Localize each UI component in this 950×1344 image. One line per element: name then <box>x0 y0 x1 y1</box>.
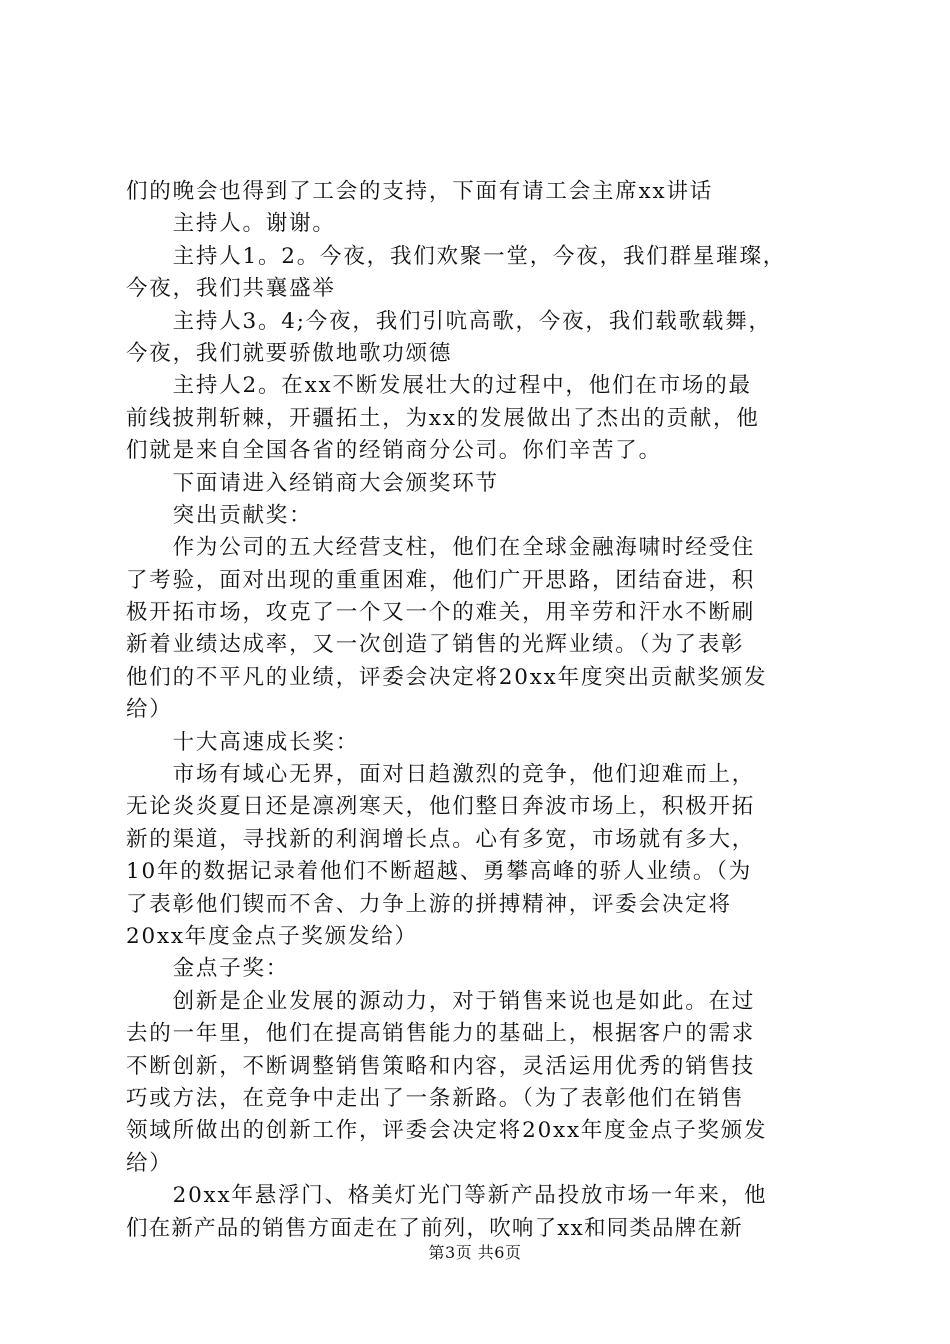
text-line: 巧或方法，在竞争中走出了一条新路。（为了表彰他们在销售 <box>126 1085 745 1111</box>
text-line: 无论炎炎夏日还是凛冽寒天，他们整日奔波市场上，积极开拓 <box>126 794 756 820</box>
text-line: 去的一年里，他们在提高销售能力的基础上，根据客户的需求 <box>126 1021 756 1047</box>
text-line: 今夜，我们就要骄傲地歌功颂德 <box>126 340 453 366</box>
text-line: 前线披荆斩棘，开疆拓土，为xx的发展做出了杰出的贡献，他 <box>126 405 760 431</box>
text-line: 20xx年度金点子奖颁发给） <box>126 923 418 949</box>
text-line: 10年的数据记录着他们不断超越、勇攀高峰的骄人业绩。（为 <box>126 859 753 885</box>
text-line: 作为公司的五大经营支柱，他们在全球金融海啸时经受住 <box>126 535 756 561</box>
text-line: 十大高速成长奖： <box>126 729 360 755</box>
text-line: 主持人。谢谢。 <box>126 211 336 237</box>
page-footer: 第3页 共6页 <box>428 1243 522 1262</box>
text-line: 市场有域心无界，面对日趋激烈的竞争，他们迎难而上， <box>126 762 756 788</box>
text-line: 新的渠道，寻找新的利润增长点。心有多宽，市场就有多大， <box>126 826 756 852</box>
text-line: 给） <box>126 697 173 723</box>
text-line: 主持人1。2。今夜，我们欢聚一堂，今夜，我们群星璀璨， <box>126 243 787 269</box>
text-line: 极开拓市场，攻克了一个又一个的难关，用辛劳和汗水不断刷 <box>126 600 756 626</box>
text-line: 突出贡献奖： <box>126 502 313 528</box>
text-line: 他们的不平凡的业绩，评委会决定将20xx年度突出贡献奖颁发 <box>126 664 768 690</box>
text-line: 给） <box>126 1150 173 1176</box>
text-line: 主持人2。在xx不断发展壮大的过程中，他们在市场的最 <box>126 373 752 399</box>
text-line: 不断创新，不断调整销售策略和内容，灵活运用优秀的销售技 <box>126 1053 756 1079</box>
text-line: 们就是来自全国各省的经销商分公司。你们辛苦了。 <box>126 438 662 464</box>
text-line: 了考验，面对出现的重重困难，他们广开思路，团结奋进，积 <box>126 567 756 593</box>
text-line: 新着业绩达成率，又一次创造了销售的光辉业绩。（为了表彰 <box>126 632 745 658</box>
text-line: 们在新产品的销售方面走在了前列，吹响了xx和同类品牌在新 <box>126 1215 743 1241</box>
text-line: 今夜，我们共襄盛举 <box>126 276 336 302</box>
text-line: 们的晚会也得到了工会的支持，下面有请工会主席xx讲话 <box>126 179 714 204</box>
text-line: 创新是企业发展的源动力，对于销售来说也是如此。在过 <box>126 988 756 1014</box>
text-line: 下面请进入经销商大会颁奖环节 <box>126 470 499 496</box>
text-line: 金点子奖： <box>126 956 290 982</box>
text-line: 了表彰他们锲而不舍、力争上游的拼搏精神，评委会决定将 <box>126 891 732 917</box>
text-line: 主持人3。4;今夜，我们引吭高歌，今夜，我们载歌载舞， <box>126 308 772 334</box>
text-line: 领域所做出的创新工作，评委会决定将20xx年度金点子奖颁发 <box>126 1118 768 1144</box>
text-line: 20xx年悬浮门、格美灯光门等新产品投放市场一年来，他 <box>126 1183 768 1209</box>
document-body <box>126 176 836 1245</box>
